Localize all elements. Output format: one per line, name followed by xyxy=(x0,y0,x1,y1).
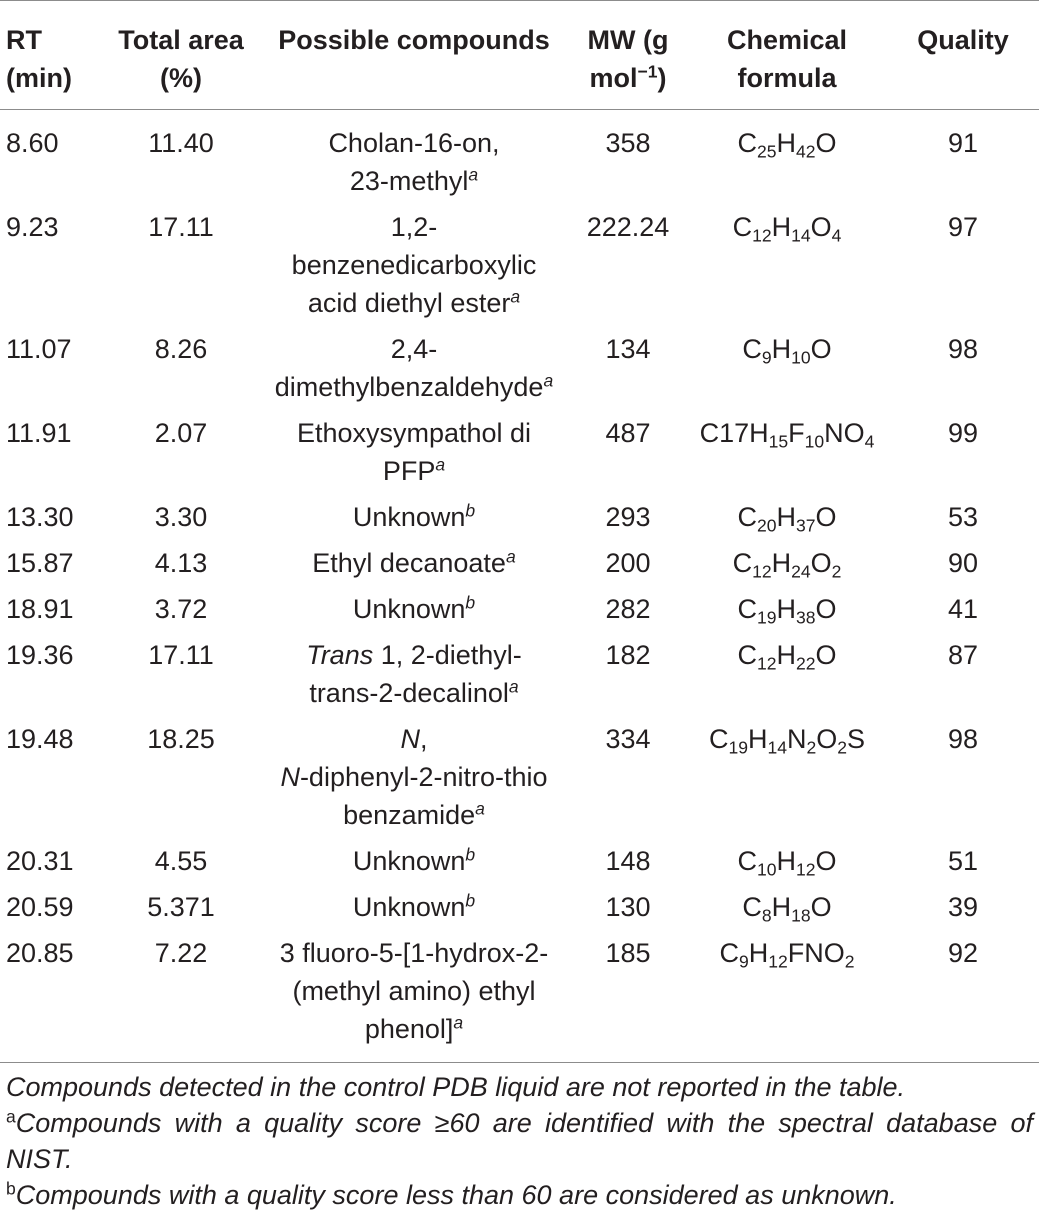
cell-quality: 91 xyxy=(947,128,979,158)
cell-total-area: 4.13 xyxy=(154,548,208,578)
cell-compound: 3 fluoro-5-[1-hydrox-2- (methyl amino) ethyl phenol]$^a$ xyxy=(279,938,549,1044)
cell-mw: 293 xyxy=(605,502,651,532)
cell-total-area: 3.72 xyxy=(154,594,208,624)
cell-total-area: 8.26 xyxy=(154,334,208,364)
cell-rt: 15.87 xyxy=(6,548,74,578)
cell-mw: 130 xyxy=(605,892,651,922)
header-mw: MW (g mol$^{-1}$) xyxy=(587,25,669,93)
cell-mw: 334 xyxy=(605,724,651,754)
cell-mw: 282 xyxy=(605,594,651,624)
table-row xyxy=(0,410,1039,494)
cell-compound: Unknown$^b$ xyxy=(352,890,476,922)
cell-compound: Unknown$^b$ xyxy=(352,592,476,624)
cell-quality: 87 xyxy=(947,640,979,670)
cell-formula: $C_{12}H_{24}O_2$ xyxy=(732,548,842,582)
table-row xyxy=(0,716,1039,838)
table-row xyxy=(0,632,1039,716)
cell-rt: 18.91 xyxy=(6,594,74,624)
header-rt: RT (min) xyxy=(6,25,72,93)
table-row xyxy=(0,838,1039,884)
table-body xyxy=(0,110,1039,1063)
cell-compound: Ethyl decanoate$^a$ xyxy=(312,546,516,578)
table-row xyxy=(0,586,1039,632)
footnote-a: $^a$Compounds with a quality score ≥60 are identified with the spectral database of NIST. xyxy=(6,1106,1033,1174)
cell-compound: 2,4- dimethylbenzaldehyde$^a$ xyxy=(274,334,554,402)
cell-quality: 51 xyxy=(947,846,979,876)
cell-total-area: 17.11 xyxy=(148,640,214,670)
cell-mw: 200 xyxy=(605,548,651,578)
cell-quality: 41 xyxy=(947,594,979,624)
cell-quality: 99 xyxy=(947,418,979,448)
cell-formula: $C_{12}H_{22}O$ xyxy=(737,640,837,674)
cell-formula: $C_{19}H_{38}O$ xyxy=(737,594,837,628)
table-row xyxy=(0,494,1039,540)
cell-rt: 8.60 xyxy=(6,128,59,158)
cell-total-area: 7.22 xyxy=(154,938,208,968)
table-row xyxy=(0,110,1039,205)
cell-quality: 39 xyxy=(947,892,979,922)
footnote-general: Compounds detected in the control PDB liquid are not reported in the table. xyxy=(6,1072,906,1102)
cell-quality: 53 xyxy=(947,502,979,532)
cell-compound: Unknown$^b$ xyxy=(352,844,476,876)
cell-compound: Cholan-16-on, 23-methyl$^a$ xyxy=(328,128,500,196)
cell-compound: 1,2- benzenedicarboxylic acid diethyl ester$^a$ xyxy=(291,212,537,318)
cell-mw: 487 xyxy=(605,418,651,448)
table-header xyxy=(0,1,1039,110)
cell-total-area: 11.40 xyxy=(148,128,214,158)
cell-formula: $C_8H_{18}O$ xyxy=(742,892,832,926)
cell-rt: 9.23 xyxy=(6,212,59,242)
cell-total-area: 18.25 xyxy=(147,724,215,754)
cell-formula: $C_9H_{12}FNO_2$ xyxy=(719,938,855,972)
table-row xyxy=(0,884,1039,930)
cell-mw: 185 xyxy=(605,938,651,968)
cell-rt: 11.07 xyxy=(6,334,72,364)
cell-formula: $C_{12}H_{14}O_4$ xyxy=(732,212,842,246)
cell-formula: $C_{19}H_{14}N_2O_2S$ xyxy=(708,724,866,758)
header-quality: Quality xyxy=(917,25,1009,55)
cell-mw: 148 xyxy=(605,846,651,876)
cell-rt: 19.48 xyxy=(6,724,74,754)
cell-total-area: 5.371 xyxy=(147,892,215,922)
cell-rt: 19.36 xyxy=(6,640,74,670)
cell-quality: 98 xyxy=(947,724,979,754)
cell-compound: Ethoxysympathol di PFP$^a$ xyxy=(296,418,532,486)
table-footnotes xyxy=(0,1063,1039,1213)
cell-mw: 222.24 xyxy=(586,212,670,242)
table-row xyxy=(0,930,1039,1063)
header-possible-compounds: Possible compounds xyxy=(278,25,550,55)
cell-rt: 11.91 xyxy=(6,418,72,448)
cell-rt: 13.30 xyxy=(6,502,74,532)
cell-quality: 90 xyxy=(947,548,979,578)
table-row xyxy=(0,204,1039,326)
cell-rt: 20.85 xyxy=(6,938,74,968)
cell-formula: $C_{20}H_{37}O$ xyxy=(737,502,837,536)
cell-total-area: 17.11 xyxy=(148,212,214,242)
header-chemical-formula: Chemical formula xyxy=(726,25,848,93)
table-row xyxy=(0,326,1039,410)
cell-compound: Trans 1, 2-diethyl- trans-2-decalinol$^a$ xyxy=(306,640,522,708)
cell-compound: Unknown$^b$ xyxy=(352,500,476,532)
cell-formula: $C_{25}H_{42}O$ xyxy=(737,128,837,162)
footnote-b: $^b$Compounds with a quality score less than 60 are considered as unknown. xyxy=(6,1178,897,1210)
cell-total-area: 2.07 xyxy=(154,418,208,448)
cell-formula: $C_9H_{10}O$ xyxy=(742,334,832,368)
cell-total-area: 3.30 xyxy=(154,502,208,532)
cell-formula: $C17H_{15}F_{10}NO_4$ xyxy=(699,418,875,452)
cell-rt: 20.31 xyxy=(6,846,74,876)
cell-rt: 20.59 xyxy=(6,892,74,922)
cell-total-area: 4.55 xyxy=(154,846,208,876)
cell-quality: 98 xyxy=(947,334,979,364)
header-total-area: Total area (%) xyxy=(118,25,244,93)
cell-mw: 182 xyxy=(605,640,651,670)
cell-compound: N, N-diphenyl-2-nitro-thio benzamide$^a$ xyxy=(280,724,548,830)
cell-quality: 97 xyxy=(947,212,979,242)
cell-formula: $C_{10}H_{12}O$ xyxy=(737,846,837,880)
cell-mw: 134 xyxy=(605,334,651,364)
cell-quality: 92 xyxy=(947,938,979,968)
cell-mw: 358 xyxy=(605,128,651,158)
table-row xyxy=(0,540,1039,586)
